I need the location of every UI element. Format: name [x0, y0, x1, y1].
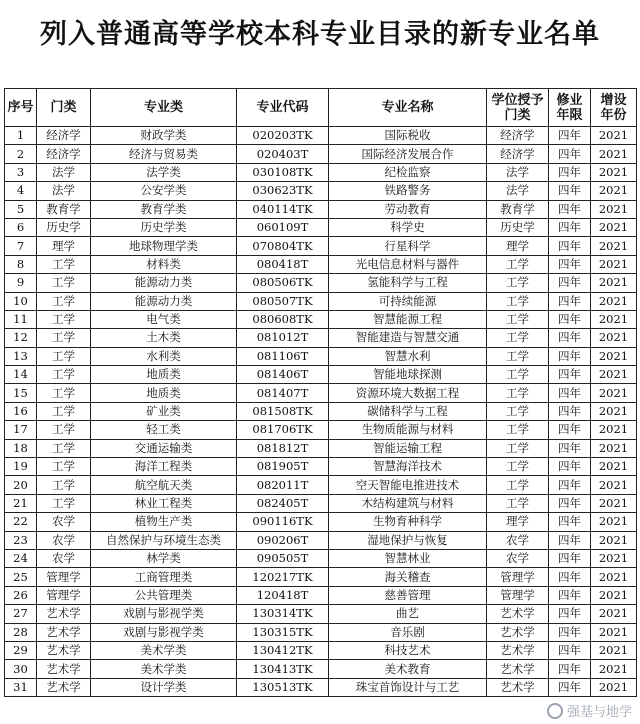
- cell-category: 艺术学: [37, 623, 91, 641]
- table-row: [5, 421, 637, 439]
- cell-seq: 3: [5, 163, 37, 181]
- cell-degree: 理学: [487, 513, 549, 531]
- table-row: [5, 384, 637, 402]
- cell-category: 工学: [37, 494, 91, 512]
- cell-seq: 16: [5, 402, 37, 420]
- cell-years: 四年: [549, 458, 591, 476]
- cell-year-added: 2021: [591, 366, 637, 384]
- cell-seq: 11: [5, 310, 37, 328]
- cell-year-added: 2021: [591, 605, 637, 623]
- cell-year-added: 2021: [591, 255, 637, 273]
- cell-degree: 工学: [487, 439, 549, 457]
- cell-seq: 1: [5, 127, 37, 145]
- cell-degree: 教育学: [487, 200, 549, 218]
- cell-category: 历史学: [37, 218, 91, 236]
- cell-category: 工学: [37, 255, 91, 273]
- cell-degree: 经济学: [487, 145, 549, 163]
- table-row: [5, 347, 637, 365]
- header-name: 专业名称: [329, 89, 487, 127]
- cell-year-added: 2021: [591, 586, 637, 604]
- cell-degree: 艺术学: [487, 623, 549, 641]
- cell-seq: 10: [5, 292, 37, 310]
- cell-code: 081106T: [237, 347, 329, 365]
- cell-major-class: 历史学类: [91, 218, 237, 236]
- cell-seq: 19: [5, 458, 37, 476]
- cell-degree: 法学: [487, 163, 549, 181]
- header-years-label: 修业年限: [556, 92, 583, 123]
- cell-seq: 13: [5, 347, 37, 365]
- table-row: [5, 586, 637, 604]
- cell-name: 国际税收: [329, 127, 487, 145]
- cell-year-added: 2021: [591, 292, 637, 310]
- cell-year-added: 2021: [591, 347, 637, 365]
- cell-years: 四年: [549, 421, 591, 439]
- cell-years: 四年: [549, 605, 591, 623]
- table-row: [5, 200, 637, 218]
- majors-table-container: [4, 88, 636, 697]
- cell-major-class: 地质类: [91, 384, 237, 402]
- cell-years: 四年: [549, 586, 591, 604]
- cell-year-added: 2021: [591, 145, 637, 163]
- table-row: [5, 310, 637, 328]
- header-code: 专业代码: [237, 89, 329, 127]
- table-row: [5, 641, 637, 659]
- table-row: [5, 476, 637, 494]
- header-major-class: 专业类: [91, 89, 237, 127]
- cell-seq: 29: [5, 641, 37, 659]
- cell-code: 081508TK: [237, 402, 329, 420]
- table-row: [5, 402, 637, 420]
- table-row: [5, 255, 637, 273]
- cell-seq: 15: [5, 384, 37, 402]
- cell-seq: 20: [5, 476, 37, 494]
- cell-code: 130314TK: [237, 605, 329, 623]
- cell-category: 理学: [37, 237, 91, 255]
- cell-years: 四年: [549, 641, 591, 659]
- cell-name: 铁路警务: [329, 182, 487, 200]
- cell-degree: 工学: [487, 274, 549, 292]
- cell-name: 智能建造与智慧交通: [329, 329, 487, 347]
- cell-name: 智慧水利: [329, 347, 487, 365]
- cell-category: 农学: [37, 549, 91, 567]
- cell-seq: 17: [5, 421, 37, 439]
- cell-code: 080507TK: [237, 292, 329, 310]
- cell-code: 020203TK: [237, 127, 329, 145]
- cell-seq: 25: [5, 568, 37, 586]
- cell-code: 081706TK: [237, 421, 329, 439]
- cell-seq: 26: [5, 586, 37, 604]
- cell-code: 082011T: [237, 476, 329, 494]
- cell-major-class: 林业工程类: [91, 494, 237, 512]
- cell-seq: 12: [5, 329, 37, 347]
- cell-category: 工学: [37, 310, 91, 328]
- cell-code: 040114TK: [237, 200, 329, 218]
- cell-major-class: 能源动力类: [91, 274, 237, 292]
- cell-code: 070804TK: [237, 237, 329, 255]
- cell-year-added: 2021: [591, 549, 637, 567]
- cell-code: 120418T: [237, 586, 329, 604]
- cell-year-added: 2021: [591, 531, 637, 549]
- table-row: [5, 513, 637, 531]
- cell-category: 工学: [37, 384, 91, 402]
- cell-name: 行星科学: [329, 237, 487, 255]
- cell-name: 资源环境大数据工程: [329, 384, 487, 402]
- cell-major-class: 教育学类: [91, 200, 237, 218]
- cell-name: 智慧能源工程: [329, 310, 487, 328]
- table-row: [5, 494, 637, 512]
- header-degree: [487, 89, 549, 127]
- cell-year-added: 2021: [591, 402, 637, 420]
- wechat-icon: [547, 703, 563, 719]
- cell-degree: 艺术学: [487, 660, 549, 678]
- cell-name: 木结构建筑与材料: [329, 494, 487, 512]
- cell-seq: 7: [5, 237, 37, 255]
- cell-category: 工学: [37, 329, 91, 347]
- cell-major-class: 植物生产类: [91, 513, 237, 531]
- cell-category: 法学: [37, 163, 91, 181]
- cell-name: 纪检监察: [329, 163, 487, 181]
- cell-year-added: 2021: [591, 641, 637, 659]
- cell-name: 慈善管理: [329, 586, 487, 604]
- cell-years: 四年: [549, 347, 591, 365]
- table-row: [5, 531, 637, 549]
- cell-category: 工学: [37, 476, 91, 494]
- cell-major-class: 设计学类: [91, 678, 237, 696]
- cell-major-class: 航空航天类: [91, 476, 237, 494]
- cell-name: 碳储科学与工程: [329, 402, 487, 420]
- cell-major-class: 林学类: [91, 549, 237, 567]
- cell-degree: 工学: [487, 421, 549, 439]
- cell-seq: 6: [5, 218, 37, 236]
- cell-seq: 23: [5, 531, 37, 549]
- table-row: [5, 458, 637, 476]
- cell-category: 工学: [37, 402, 91, 420]
- cell-year-added: 2021: [591, 310, 637, 328]
- cell-degree: 工学: [487, 458, 549, 476]
- cell-name: 光电信息材料与器件: [329, 255, 487, 273]
- cell-degree: 农学: [487, 549, 549, 567]
- cell-degree: 艺术学: [487, 678, 549, 696]
- cell-years: 四年: [549, 402, 591, 420]
- cell-major-class: 地质类: [91, 366, 237, 384]
- cell-year-added: 2021: [591, 476, 637, 494]
- cell-degree: 工学: [487, 494, 549, 512]
- cell-degree: 管理学: [487, 568, 549, 586]
- cell-code: 081406T: [237, 366, 329, 384]
- header-seq: 序号: [5, 89, 37, 127]
- cell-seq: 30: [5, 660, 37, 678]
- cell-major-class: 戏剧与影视学类: [91, 605, 237, 623]
- cell-year-added: 2021: [591, 421, 637, 439]
- cell-category: 管理学: [37, 586, 91, 604]
- cell-degree: 工学: [487, 402, 549, 420]
- cell-code: 130315TK: [237, 623, 329, 641]
- cell-major-class: 公安学类: [91, 182, 237, 200]
- cell-year-added: 2021: [591, 568, 637, 586]
- cell-code: 082405T: [237, 494, 329, 512]
- cell-name: 生物质能源与材料: [329, 421, 487, 439]
- cell-major-class: 交通运输类: [91, 439, 237, 457]
- header-years: [549, 89, 591, 127]
- cell-major-class: 矿业类: [91, 402, 237, 420]
- cell-category: 经济学: [37, 127, 91, 145]
- cell-category: 工学: [37, 274, 91, 292]
- cell-years: 四年: [549, 145, 591, 163]
- cell-years: 四年: [549, 623, 591, 641]
- cell-year-added: 2021: [591, 439, 637, 457]
- cell-code: 130412TK: [237, 641, 329, 659]
- cell-major-class: 轻工类: [91, 421, 237, 439]
- cell-years: 四年: [549, 549, 591, 567]
- cell-seq: 31: [5, 678, 37, 696]
- table-row: [5, 366, 637, 384]
- cell-year-added: 2021: [591, 218, 637, 236]
- cell-name: 音乐剧: [329, 623, 487, 641]
- table-row: [5, 439, 637, 457]
- cell-degree: 历史学: [487, 218, 549, 236]
- cell-name: 曲艺: [329, 605, 487, 623]
- cell-major-class: 公共管理类: [91, 586, 237, 604]
- table-row: [5, 274, 637, 292]
- table-header-row: [5, 89, 637, 127]
- cell-year-added: 2021: [591, 513, 637, 531]
- cell-code: 020403T: [237, 145, 329, 163]
- cell-degree: 工学: [487, 347, 549, 365]
- cell-major-class: 能源动力类: [91, 292, 237, 310]
- cell-name: 劳动教育: [329, 200, 487, 218]
- cell-major-class: 财政学类: [91, 127, 237, 145]
- cell-major-class: 材料类: [91, 255, 237, 273]
- cell-year-added: 2021: [591, 329, 637, 347]
- cell-degree: 工学: [487, 329, 549, 347]
- cell-year-added: 2021: [591, 200, 637, 218]
- cell-name: 智能地球探测: [329, 366, 487, 384]
- cell-seq: 14: [5, 366, 37, 384]
- cell-seq: 27: [5, 605, 37, 623]
- cell-years: 四年: [549, 218, 591, 236]
- cell-code: 130513TK: [237, 678, 329, 696]
- cell-name: 海关稽查: [329, 568, 487, 586]
- header-year-added-label: 增设年份: [600, 92, 627, 123]
- cell-seq: 9: [5, 274, 37, 292]
- cell-code: 090505T: [237, 549, 329, 567]
- cell-years: 四年: [549, 237, 591, 255]
- cell-year-added: 2021: [591, 660, 637, 678]
- cell-degree: 工学: [487, 476, 549, 494]
- cell-name: 美术教育: [329, 660, 487, 678]
- cell-category: 艺术学: [37, 641, 91, 659]
- cell-years: 四年: [549, 163, 591, 181]
- cell-major-class: 美术学类: [91, 641, 237, 659]
- table-row: [5, 549, 637, 567]
- cell-category: 艺术学: [37, 605, 91, 623]
- cell-degree: 工学: [487, 366, 549, 384]
- cell-years: 四年: [549, 476, 591, 494]
- cell-years: 四年: [549, 310, 591, 328]
- cell-years: 四年: [549, 678, 591, 696]
- table-row: [5, 218, 637, 236]
- header-degree-label: 学位授予门类: [491, 92, 544, 123]
- cell-name: 智能运输工程: [329, 439, 487, 457]
- majors-table: [4, 88, 637, 697]
- cell-years: 四年: [549, 366, 591, 384]
- cell-degree: 工学: [487, 384, 549, 402]
- cell-seq: 5: [5, 200, 37, 218]
- table-row: [5, 329, 637, 347]
- cell-major-class: 水利类: [91, 347, 237, 365]
- cell-major-class: 工商管理类: [91, 568, 237, 586]
- cell-category: 工学: [37, 366, 91, 384]
- cell-name: 智慧林业: [329, 549, 487, 567]
- cell-name: 生物育种科学: [329, 513, 487, 531]
- cell-years: 四年: [549, 274, 591, 292]
- cell-category: 工学: [37, 458, 91, 476]
- cell-seq: 4: [5, 182, 37, 200]
- cell-code: 090206T: [237, 531, 329, 549]
- cell-code: 080418T: [237, 255, 329, 273]
- cell-degree: 艺术学: [487, 605, 549, 623]
- watermark-text: 强基与地学: [566, 705, 632, 720]
- cell-code: 120217TK: [237, 568, 329, 586]
- cell-degree: 经济学: [487, 127, 549, 145]
- cell-name: 空天智能电推进技术: [329, 476, 487, 494]
- table-row: [5, 568, 637, 586]
- cell-code: 080608TK: [237, 310, 329, 328]
- cell-category: 农学: [37, 513, 91, 531]
- cell-degree: 管理学: [487, 586, 549, 604]
- cell-years: 四年: [549, 439, 591, 457]
- cell-major-class: 美术学类: [91, 660, 237, 678]
- cell-degree: 工学: [487, 255, 549, 273]
- cell-major-class: 自然保护与环境生态类: [91, 531, 237, 549]
- cell-major-class: 土木类: [91, 329, 237, 347]
- cell-code: 080506TK: [237, 274, 329, 292]
- table-row: [5, 623, 637, 641]
- cell-code: 081407T: [237, 384, 329, 402]
- cell-years: 四年: [549, 329, 591, 347]
- cell-seq: 24: [5, 549, 37, 567]
- cell-category: 工学: [37, 421, 91, 439]
- cell-years: 四年: [549, 127, 591, 145]
- cell-major-class: 戏剧与影视学类: [91, 623, 237, 641]
- cell-year-added: 2021: [591, 274, 637, 292]
- cell-code: 030108TK: [237, 163, 329, 181]
- cell-years: 四年: [549, 200, 591, 218]
- cell-seq: 2: [5, 145, 37, 163]
- cell-years: 四年: [549, 660, 591, 678]
- header-category: 门类: [37, 89, 91, 127]
- table-row: [5, 163, 637, 181]
- table-row: [5, 127, 637, 145]
- cell-major-class: 法学类: [91, 163, 237, 181]
- cell-years: 四年: [549, 292, 591, 310]
- cell-years: 四年: [549, 255, 591, 273]
- cell-year-added: 2021: [591, 494, 637, 512]
- cell-years: 四年: [549, 384, 591, 402]
- cell-years: 四年: [549, 182, 591, 200]
- cell-year-added: 2021: [591, 458, 637, 476]
- watermark: [547, 701, 632, 720]
- cell-code: 030623TK: [237, 182, 329, 200]
- cell-code: 090116TK: [237, 513, 329, 531]
- cell-year-added: 2021: [591, 237, 637, 255]
- cell-code: 081812T: [237, 439, 329, 457]
- table-row: [5, 182, 637, 200]
- cell-seq: 21: [5, 494, 37, 512]
- cell-year-added: 2021: [591, 182, 637, 200]
- cell-name: 氢能科学与工程: [329, 274, 487, 292]
- cell-years: 四年: [549, 513, 591, 531]
- cell-code: 130413TK: [237, 660, 329, 678]
- cell-degree: 艺术学: [487, 641, 549, 659]
- cell-degree: 工学: [487, 292, 549, 310]
- cell-major-class: 海洋工程类: [91, 458, 237, 476]
- cell-category: 工学: [37, 439, 91, 457]
- cell-seq: 8: [5, 255, 37, 273]
- cell-category: 管理学: [37, 568, 91, 586]
- cell-seq: 18: [5, 439, 37, 457]
- cell-category: 农学: [37, 531, 91, 549]
- table-row: [5, 292, 637, 310]
- cell-major-class: 经济与贸易类: [91, 145, 237, 163]
- cell-category: 艺术学: [37, 660, 91, 678]
- table-body: [5, 127, 637, 697]
- cell-degree: 理学: [487, 237, 549, 255]
- cell-code: 081012T: [237, 329, 329, 347]
- cell-category: 教育学: [37, 200, 91, 218]
- cell-name: 珠宝首饰设计与工艺: [329, 678, 487, 696]
- cell-code: 081905T: [237, 458, 329, 476]
- cell-degree: 法学: [487, 182, 549, 200]
- cell-name: 国际经济发展合作: [329, 145, 487, 163]
- cell-seq: 22: [5, 513, 37, 531]
- cell-code: 060109T: [237, 218, 329, 236]
- cell-major-class: 电气类: [91, 310, 237, 328]
- cell-year-added: 2021: [591, 163, 637, 181]
- cell-name: 智慧海洋技术: [329, 458, 487, 476]
- cell-category: 经济学: [37, 145, 91, 163]
- cell-years: 四年: [549, 531, 591, 549]
- cell-year-added: 2021: [591, 623, 637, 641]
- cell-seq: 28: [5, 623, 37, 641]
- cell-years: 四年: [549, 494, 591, 512]
- cell-year-added: 2021: [591, 384, 637, 402]
- table-row: [5, 660, 637, 678]
- cell-major-class: 地球物理学类: [91, 237, 237, 255]
- table-row: [5, 145, 637, 163]
- table-row: [5, 678, 637, 696]
- table-row: [5, 605, 637, 623]
- header-year-added: [591, 89, 637, 127]
- cell-name: 科学史: [329, 218, 487, 236]
- cell-years: 四年: [549, 568, 591, 586]
- cell-category: 工学: [37, 292, 91, 310]
- cell-name: 科技艺术: [329, 641, 487, 659]
- cell-name: 湿地保护与恢复: [329, 531, 487, 549]
- page-title: 列入普通高等学校本科专业目录的新专业名单: [40, 19, 600, 50]
- table-row: [5, 237, 637, 255]
- cell-year-added: 2021: [591, 127, 637, 145]
- cell-name: 可持续能源: [329, 292, 487, 310]
- cell-category: 艺术学: [37, 678, 91, 696]
- cell-category: 法学: [37, 182, 91, 200]
- cell-degree: 工学: [487, 310, 549, 328]
- cell-year-added: 2021: [591, 678, 637, 696]
- cell-category: 工学: [37, 347, 91, 365]
- cell-degree: 农学: [487, 531, 549, 549]
